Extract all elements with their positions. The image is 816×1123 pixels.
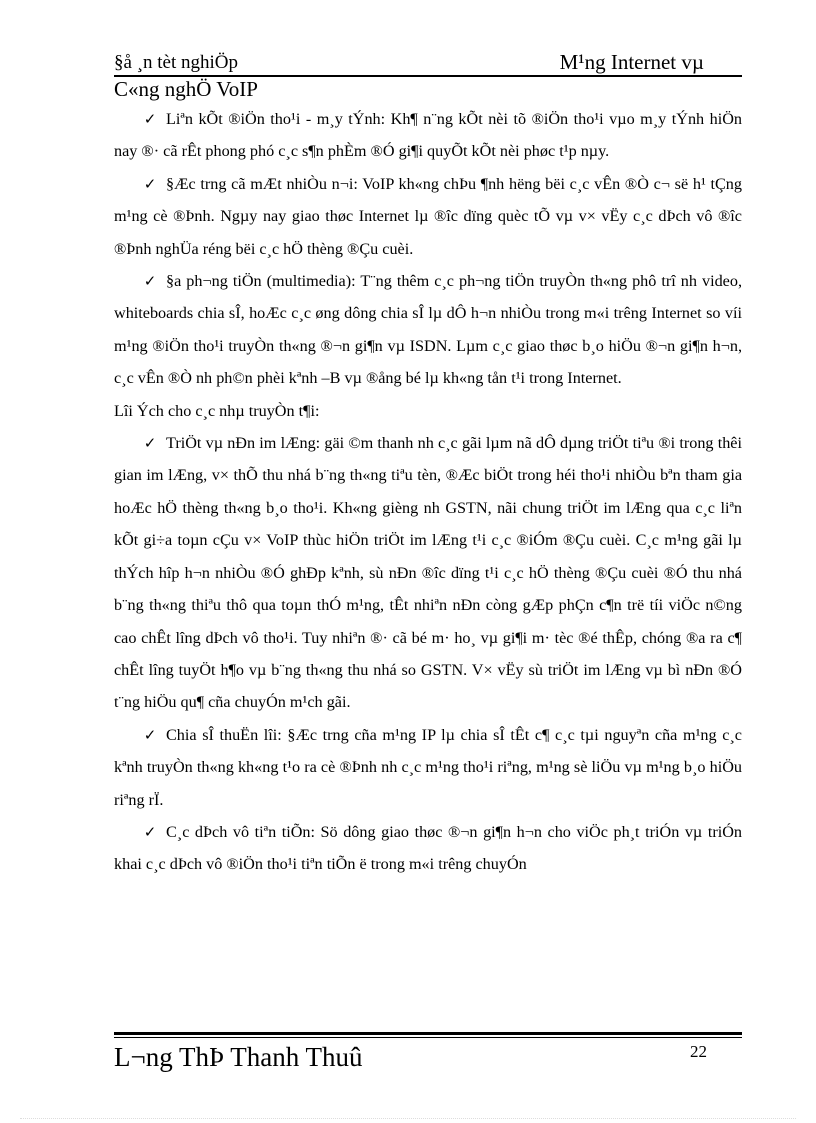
section-title: C«ng nghÖ VoIP: [114, 77, 258, 101]
paragraph-text: C¸c dÞch vô tiªn tiÕn: Sö dông giao thøc ®¬n gi¶n h¬n cho viÖc ph¸t triÓn vµ triÓn khai c¸c dÞch vô ®iÖn tho¹i tiªn tiÕn ë trong m«i trêng chuyÓn: [114, 822, 742, 874]
paragraph-text: Lîi Ých cho c¸c nhµ truyÒn t¶i:: [114, 401, 320, 420]
bullet-paragraph: [114, 719, 742, 816]
document-body: [114, 103, 742, 881]
header-document-type: §å ¸n tèt nghiÖp: [114, 52, 239, 73]
footer-divider-thick: [114, 1032, 742, 1035]
check-icon: ✓: [143, 272, 157, 291]
page-number: 22: [690, 1042, 707, 1061]
check-icon: ✓: [143, 110, 157, 128]
bullet-paragraph: [114, 816, 742, 881]
paragraph-text: §a ph¬ng tiÖn (multimedia): T¨ng thêm c¸c ph¬ng tiÖn truyÒn th«ng phô trî nh video, whiteboards chia sÎ, hoÆc c¸c øng dông chia sÎ lµ dÔ h¬n nhiÒu trong m«i trêng Internet so víi m¹ng ®iÖn tho¹i truyÒn th«ng ®¬n gi¶n vµ ISDN. Lµm c¸c giao thøc b¸o hiÖu ®¬n gi¶n h¬n, c¸c vÊn ®Ò nh ph©n phèi kªnh –B vµ ®ång bé lµ kh«ng tån t¹i trong Internet.: [114, 272, 742, 388]
footer-divider-thin: [114, 1037, 742, 1038]
header-topic: M¹ng Internet vµ: [559, 50, 704, 74]
paragraph-text: §Æc trng cã mÆt nhiÒu n¬i: VoIP kh«ng chÞu ¶nh hëng bëi c¸c vÊn ®Ò c¬ së h¹ tÇng m¹ng cè ®Þnh. Ngµy nay giao thøc Internet lµ ®îc dïng quèc tÕ vµ v× vËy c¸c dÞch vô ®îc ®Þnh nghÜa réng bëi c¸c hÖ thèng ®Çu cuèi.: [114, 174, 742, 258]
bullet-paragraph: [114, 427, 742, 719]
footer-author: L¬ng ThÞ Thanh Thuû: [114, 1042, 363, 1072]
check-icon: ✓: [143, 822, 157, 841]
bullet-paragraph: [114, 168, 742, 265]
check-icon: ✓: [143, 434, 157, 453]
check-icon: ✓: [143, 174, 157, 193]
check-icon: ✓: [143, 725, 157, 744]
paragraph-text: TriÖt vµ nÐn im lÆng: gäi ©m thanh nh c¸c gãi lµm nã dÔ dµng triÖt tiªu ®i trong thêi gian im lÆng, v× thÕ thu nhá b¨ng th«ng tiªu tèn, ®Æc biÖt trong héi tho¹i nhiÒu bªn tham gia hoÆc hÖ thèng th«ng b¸o tho¹i. Kh«ng gièng nh GSTN, nãi chung triÖt im lÆng qua c¸c liªn kÕt gi÷a toµn cÇu v× VoIP thùc hiÖn triÖt im lÆng t¹i c¸c ®iÓm ®Çu cuèi. C¸c m¹ng gãi lµ thÝch hîp h¬n nhiÒu ®Ó ghÐp kªnh, sù nÐn ®îc dïng t¹i c¸c hÖ thèng ®Çu cuèi ®Ó thu nhá b¨ng th«ng thiªu thô qua toµn thÓ m¹ng, tÊt nhiªn nÐn còng gÆp phÇn c¶n trë tíi viÖc n©ng cao chÊt lîng dÞch vô tho¹i. Tuy nhiªn ®· cã bé m· ho¸ vµ gi¶i m· tèc ®é thÊp, chóng ®a ra c¶ chÊt lîng tuyÖt h¶o vµ b¨ng th«ng thu nhá so GSTN. V× vËy sù triÖt im lÆng vµ bì nÐn ®Ó t¨ng hiÖu qu¶ cña chuyÓn m¹ch gãi.: [114, 434, 742, 712]
bullet-paragraph: [114, 265, 742, 395]
page-edge: [20, 1118, 796, 1119]
bullet-paragraph: [114, 103, 742, 168]
page-header: [114, 50, 742, 74]
paragraph: [114, 395, 742, 427]
paragraph-text: Liªn kÕt ®iÖn tho¹i - m¸y tÝnh: Kh¶ n¨ng kÕt nèi tõ ®iÖn tho¹i vµo m¸y tÝnh hiÖn nay ®· cã rÊt phong phó c¸c s¶n phÈm ®Ó gi¶i quyÕt kÕt nèi phøc t¹p nµy.: [114, 110, 742, 161]
paragraph-text: Chia sÎ thuËn lîi: §Æc trng cña m¹ng IP lµ chia sÎ tÊt c¶ c¸c tµi nguyªn cña m¹ng c¸c kªnh truyÒn th«ng kh«ng t¹o ra cè ®Þnh nh c¸c m¹ng tho¹i riªng, m¹ng sè liÖu vµ m¹ng b¸o hiÖu riªng rÏ.: [114, 725, 742, 809]
